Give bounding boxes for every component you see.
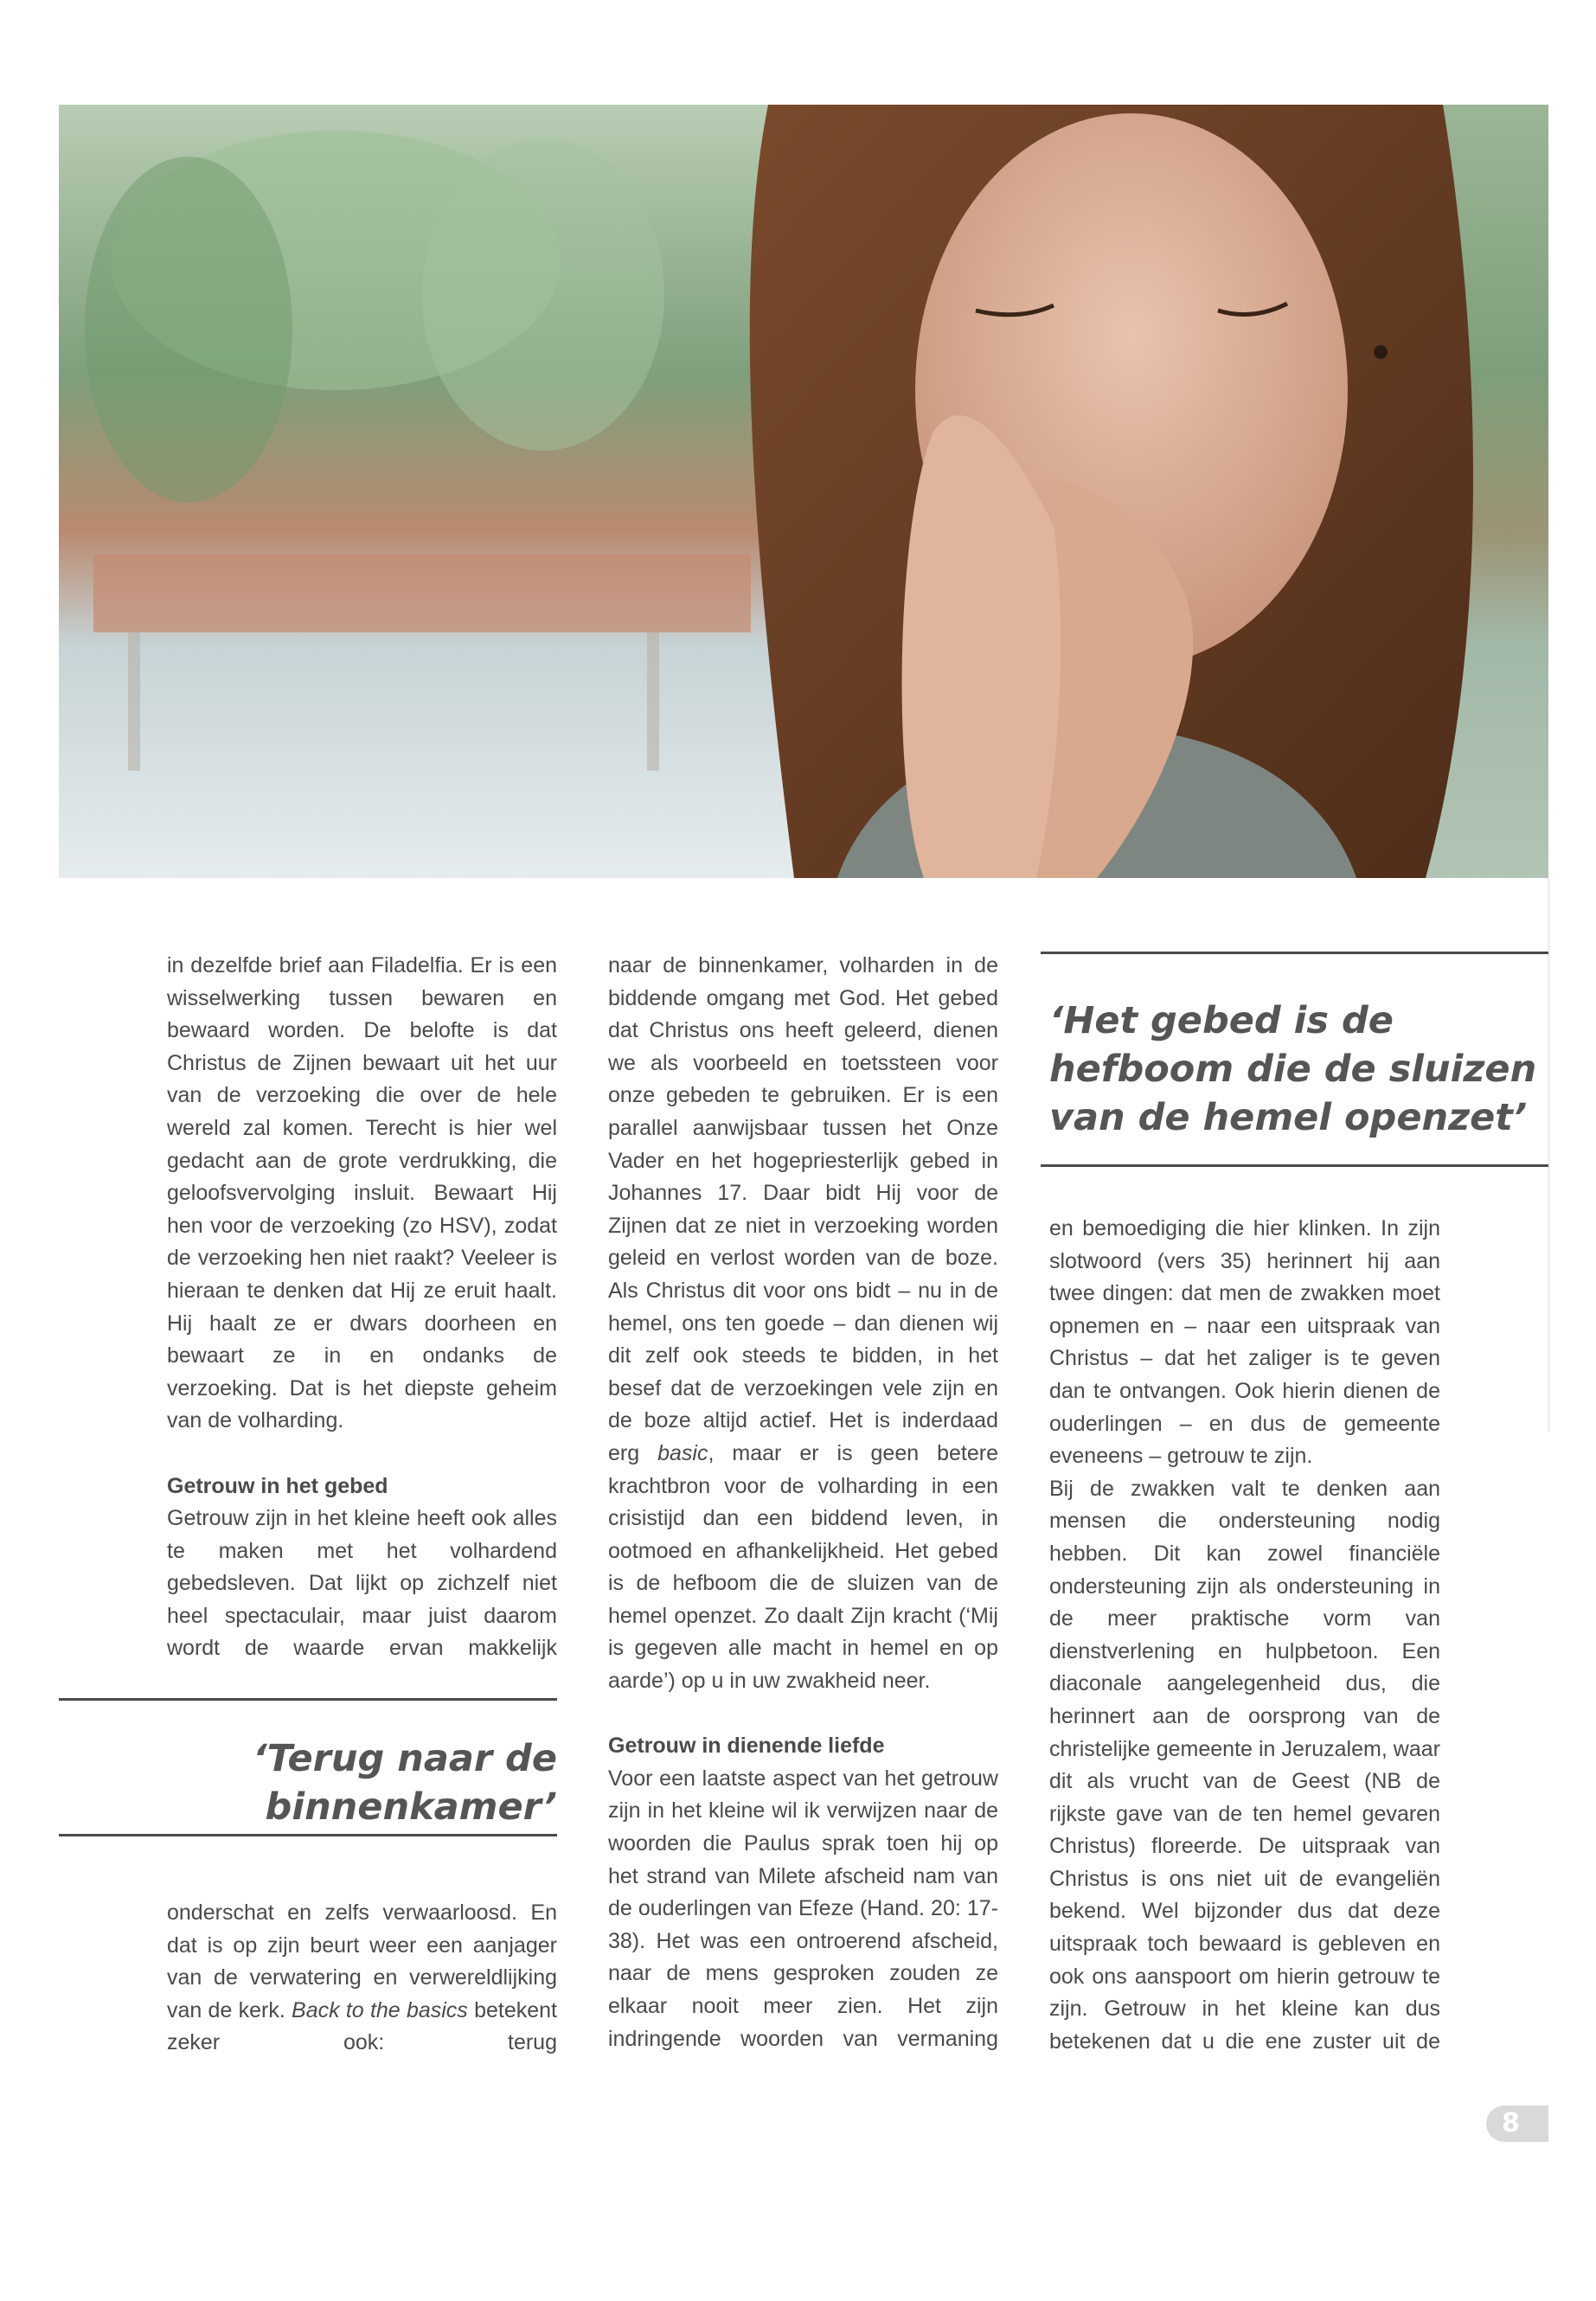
quote-top-rule — [1041, 952, 1548, 954]
italic-text: basic — [657, 1440, 708, 1465]
section-heading: Getrouw in het gebed — [167, 1473, 388, 1498]
page-number: 8 — [1486, 2106, 1548, 2142]
paragraph: Voor een laatste aspect van het getrouw zijn in het kleine wil ik verwijzen naar de woorden die Paulus sprak toen hij op het strand van Milete afscheid nam van de ouderlingen van Efeze (Hand. 20: 17-38). Het was een ontroerend afscheid, naar de mens gesproken zouden ze elkaar nooit meer zien. Het zijn indringende woorden van vermaning — [608, 1766, 998, 2051]
paragraph — [167, 1897, 557, 2060]
paragraph: en bemoediging die hier klinken. In zijn slotwoord (vers 35) herinnert hij aan twee dingen: dat men de zwakken moet opnemen en – naar een uitspraak van Christus – dat het zaliger is te geven dan te ontvangen. Ook hierin dienen de ouderlingen – en dus de gemeente eveneens – getrouw te zijn. — [1049, 1216, 1440, 1469]
text-run: betekent zeker ook: terug — [167, 1997, 557, 2055]
woman-praying-photo — [59, 105, 1548, 878]
quote-bottom-rule — [59, 1834, 557, 1836]
text-run: naar de binnenkamer, volharden in de biddende omgang met God. Het gebed dat Christus ons heeft geleerd, dienen we als voorbeeld en toetssteen voor onze gebeden te gebruiken. Er is een parallel aanwijsbaar tussen het Onze Vader en het hogepriesterlijk gebed in Johannes 17. Daar bidt Hij voor de Zijnen dat ze niet in verzoeking worden geleid en verlost worden van de boze. Als Christus dit voor ons bidt – nu in de hemel, ons ten goede – dan dienen wij dit zelf ook steeds te bidden, in het besef dat de verzoekingen vele zijn en de boze altijd actief. Het is inderdaad erg — [608, 953, 998, 1465]
italic-text: Back to the basics — [292, 1997, 468, 2022]
paragraph: Getrouw zijn in het kleine heeft ook alles te maken met het volhardend gebedsleven. Dat lijkt op zichzelf niet heel spectaculair, maar juist daarom wordt de waarde ervan makkelijk — [167, 1506, 557, 1661]
text-run: , maar er is geen betere krachtbron voor de volharding in een crisistijd dan een biddend leven, in ootmoed en afhankelijkheid. Het gebed is de hefboom die de sluizen van de hemel openzet. Zo daalt Zijn kracht (‘Mij is gegeven alle macht in hemel en op aarde’) op u in uw zwakheid neer. — [608, 1440, 998, 1694]
pull-quote: ‘Terug naar de binnenkamer’ — [253, 1737, 557, 1829]
column-1-continued — [167, 1897, 557, 2060]
section-heading: Getrouw in dienende liefde — [608, 1734, 885, 1759]
page-edge-shadow — [1548, 878, 1550, 1432]
column-1 — [167, 950, 557, 1665]
column-3 — [1049, 1213, 1440, 2058]
paragraph: in dezelfde brief aan Filadelfia. Er is een wisselwerking tussen bewaren en bewaard worden. De belofte is dat Christus de Zijnen bewaart uit het uur van de verzoeking die over de hele wereld zal komen. Terecht is hier wel gedacht aan de grote verdrukking, die geloofsvervolging insluit. Bewaart Hij hen voor de verzoeking (zo HSV), zodat de verzoeking hen niet raakt? Veeleer is hieraan te denken dat Hij ze eruit haalt. Hij haalt ze er dwars doorheen en bewaart ze in en ondanks de verzoeking. Dat is het diepste geheim van de volharding. — [167, 953, 557, 1433]
quote-bottom-rule — [1041, 1164, 1548, 1167]
text-run: onderschat en zelfs verwaarloosd. En dat is op zijn beurt weer een aanjager van de verwatering en verwereldlijking van de kerk. — [167, 1900, 557, 2022]
paragraph: Bij de zwakken valt te denken aan mensen die ondersteuning nodig hebben. Dit kan zowel financiële ondersteuning zijn als ondersteuning in de meer praktische vorm van dienstverlening en hulpbetoon. Een diaconale aangelegenheid dus, die herinnert aan de oorsprong van de christelijke gemeente in Jeruzalem, waar dit als vrucht van de Geest (NB de rijkste gave van de ten hemel gevaren Christus) floreerde. De uitspraak van Christus is ons niet uit de evangeliën bekend. Wel bijzonder dus dat deze uitspraak toch bewaard is gebleven en ook ons aanspoort om hierin getrouw te zijn. Getrouw in het kleine kan dus betekenen dat u die ene zuster uit de — [1049, 1476, 1440, 2054]
column-2 — [608, 950, 998, 2055]
quote-top-rule — [59, 1698, 557, 1701]
photo-illustration — [59, 105, 1548, 878]
pull-quote: ‘Het gebed is de hefboom die de sluizen van de hemel openzet’ — [1049, 999, 1537, 1139]
paragraph — [608, 950, 998, 1698]
